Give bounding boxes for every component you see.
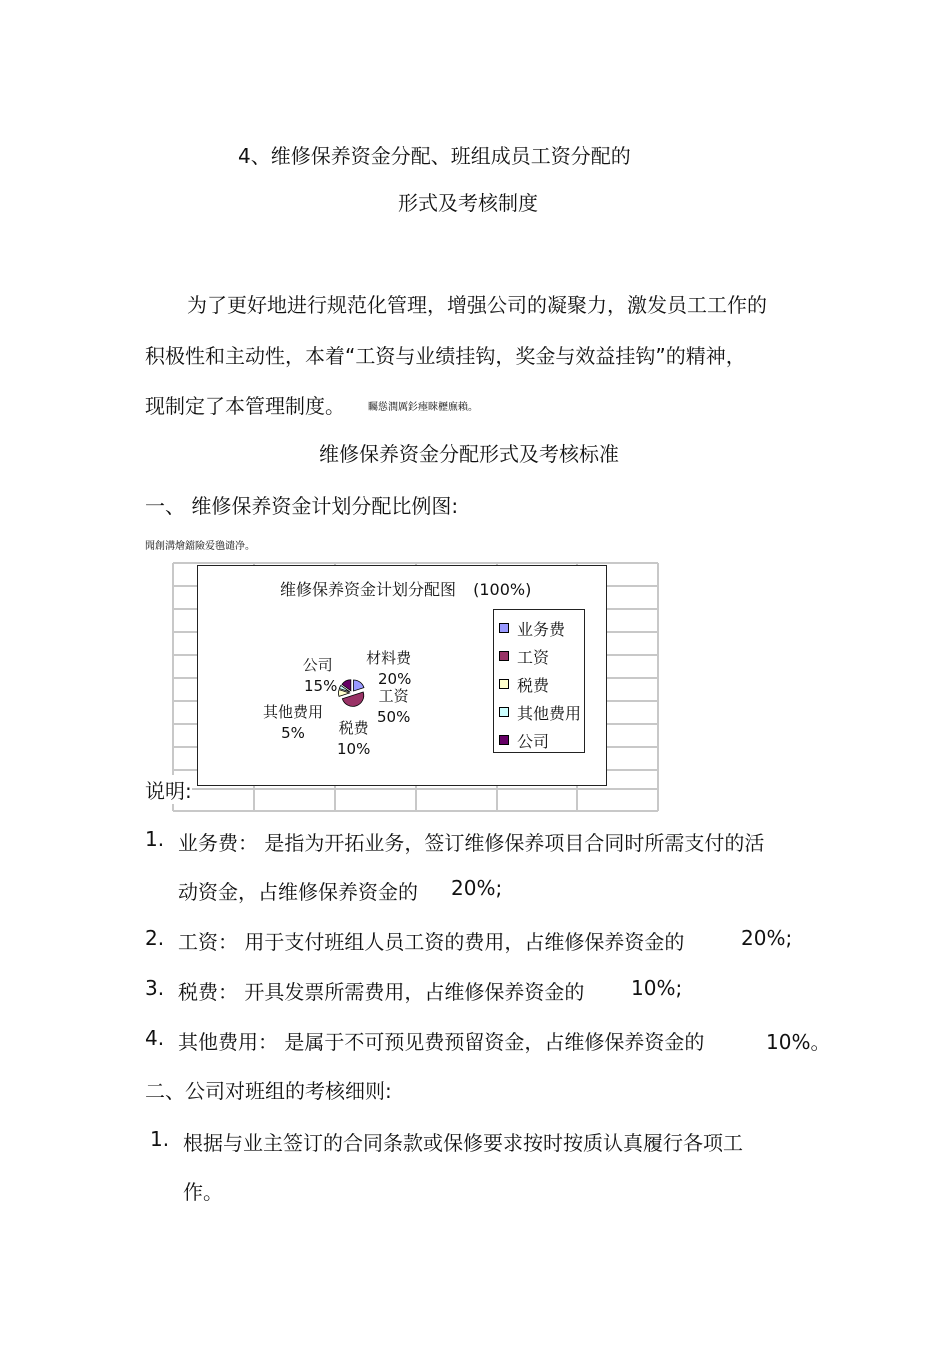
legend-swatch-icon xyxy=(499,623,509,633)
part1-heading: 一、 维修保养资金计划分配比例图: xyxy=(145,494,459,518)
explain-item-3-pct: 10%; xyxy=(631,976,683,1000)
doc-title-line2: 形式及考核制度 xyxy=(398,191,538,215)
explain-item-4-text: 其他费用： 是属于不可预见费预留资金，占维修保养资金的 xyxy=(178,1030,705,1054)
explain-label: 说明: xyxy=(145,775,192,804)
legend-label: 业务费 xyxy=(517,619,566,639)
explain-item-1-text: 业务费： 是指为开拓业务，签订维修保养项目合同时所需支付的活 xyxy=(178,831,765,855)
chart-title-text: 维修保养资金计划分配图 xyxy=(280,580,457,599)
explain-item-3-text: 税费： 开具发票所需费用，占维修保养资金的 xyxy=(178,980,585,1004)
slice-label-other xyxy=(263,702,323,744)
intro-line2: 积极性和主动性，本着“工资与业绩挂钩，奖金与效益挂钩”的精神， xyxy=(145,344,746,368)
part1-garbled-text: 聞創溝燴鐺險爱氇谴净。 xyxy=(145,541,255,552)
intro-line1: 为了更好地进行规范化管理，增强公司的凝聚力，激发员工工作的 xyxy=(187,293,767,317)
slice-label-tax xyxy=(337,718,370,760)
legend-swatch-icon xyxy=(499,679,509,689)
legend-swatch-icon xyxy=(499,707,509,717)
slice-label-company xyxy=(298,655,337,697)
intro-line3: 现制定了本管理制度。 xyxy=(145,394,345,418)
part2-item-1-text2: 作。 xyxy=(183,1180,223,1204)
explain-item-1-text2: 动资金，占维修保养资金的 xyxy=(178,880,418,904)
legend-swatch-icon xyxy=(499,651,509,661)
slice-label-tax-name: 税费 xyxy=(338,719,369,737)
slice-label-wages xyxy=(377,686,410,728)
chart-title xyxy=(280,577,531,600)
legend-swatch-icon xyxy=(499,735,509,745)
explain-item-2-pct: 20%; xyxy=(741,926,793,950)
explain-item-1-num: 1. xyxy=(145,827,165,851)
slice-label-other-value: 5% xyxy=(281,724,305,742)
explain-item-2-text: 工资： 用于支付班组人员工资的费用，占维修保养资金的 xyxy=(178,930,685,954)
slice-label-wages-name: 工资 xyxy=(378,687,409,705)
doc-title-line1: 4、维修保养资金分配、班组成员工资分配的 xyxy=(238,144,631,168)
intro-garbled-text: 矚慫潤厲釤瘞睞櫪廡賴。 xyxy=(368,402,478,413)
legend-item xyxy=(499,729,549,751)
explain-item-2-num: 2. xyxy=(145,926,165,950)
part2-heading: 二、公司对班组的考核细则: xyxy=(145,1079,392,1103)
part2-item-1-num: 1. xyxy=(150,1127,170,1151)
part2-item-1-text: 根据与业主签订的合同条款或保修要求按时按质认真履行各项工 xyxy=(183,1131,743,1155)
section-heading: 维修保养资金分配形式及考核标准 xyxy=(319,442,619,466)
pie-slice-0 xyxy=(353,680,363,691)
slice-label-wages-value: 50% xyxy=(377,708,411,726)
slice-label-materials-value: 20% xyxy=(378,670,412,688)
chart-legend xyxy=(493,609,585,753)
legend-label: 税费 xyxy=(517,675,550,695)
legend-label: 公司 xyxy=(517,731,550,751)
explain-item-4-num: 4. xyxy=(145,1026,165,1050)
legend-item xyxy=(499,701,581,723)
legend-item xyxy=(499,617,565,639)
legend-label: 工资 xyxy=(517,647,550,667)
slice-label-company-name: 公司 xyxy=(302,656,333,674)
chart-title-suffix: (100%) xyxy=(473,580,532,599)
slice-label-other-name: 其他费用 xyxy=(263,703,324,721)
slice-label-company-value: 15% xyxy=(304,677,338,695)
slice-label-materials xyxy=(366,648,411,690)
explain-item-3-num: 3. xyxy=(145,976,165,1000)
slice-label-tax-value: 10% xyxy=(337,740,371,758)
explain-item-4-pct: 10%。 xyxy=(766,1030,831,1054)
legend-label: 其他费用 xyxy=(517,703,582,723)
slice-label-materials-name: 材料费 xyxy=(366,649,412,667)
legend-item xyxy=(499,645,549,667)
legend-item xyxy=(499,673,549,695)
explain-item-1-pct: 20%; xyxy=(451,876,503,900)
